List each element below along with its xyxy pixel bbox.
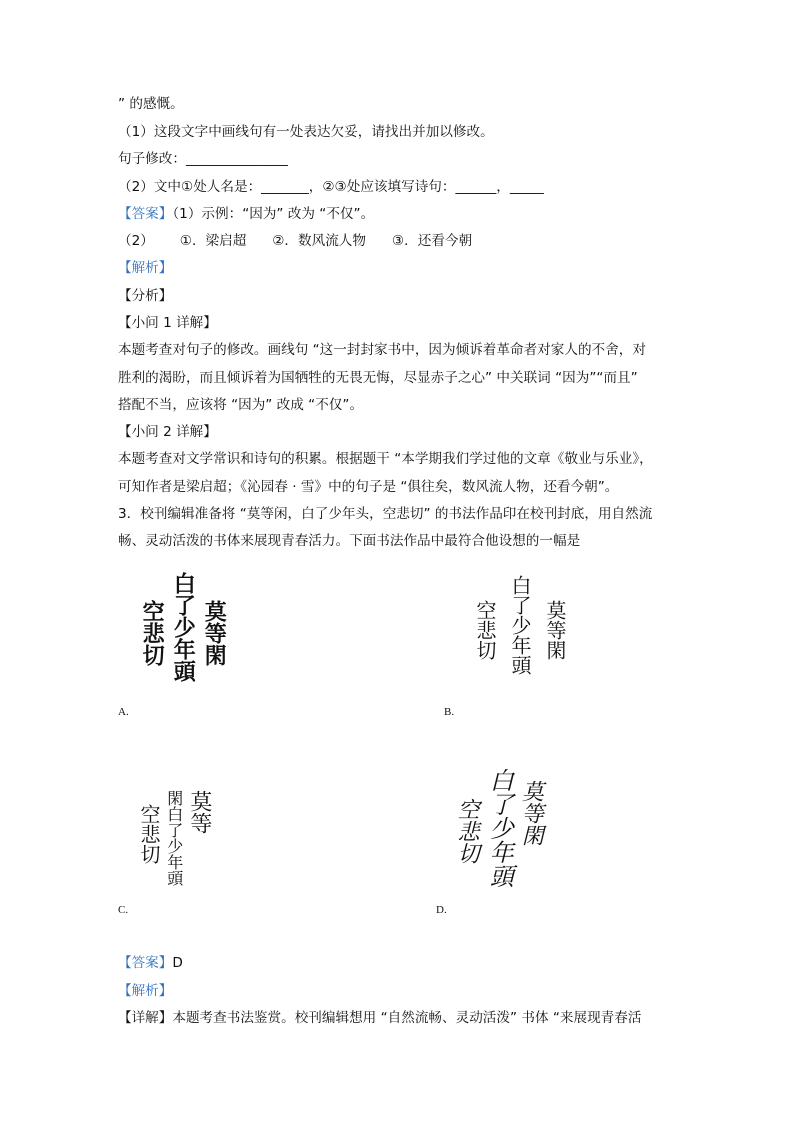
detail-line: 【详解】本题考查书法鉴赏。校刊编辑想用 “自然流畅、灵动活泼” 书体 “来展现青春活 bbox=[118, 1010, 642, 1026]
calligraphy-column: 空悲切 bbox=[454, 798, 480, 864]
calligraphy-option-a bbox=[139, 572, 228, 682]
answer-line-2: （2） ①．梁启超 ②．数风流人物 ③．还看今朝 bbox=[118, 233, 473, 249]
calligraphy-option-c bbox=[138, 790, 211, 886]
answer-text: （1）示例：“因为” 改为 “不仅”。 bbox=[172, 206, 375, 222]
text-line: ” 的感慨。 bbox=[118, 96, 184, 112]
text-line: 本题考查对文学常识和诗句的积累。根据题干 “本学期我们学过他的文章《敬业与乐业》， bbox=[118, 451, 653, 467]
calligraphy-column: 白了少年頭 bbox=[170, 572, 197, 682]
analysis-heading: 【分析】 bbox=[118, 288, 173, 304]
sentence-fix-line: 句子修改：_______________ bbox=[118, 151, 288, 167]
answer-line-3 bbox=[118, 954, 183, 972]
calligraphy-column: 空悲切 bbox=[139, 600, 166, 666]
analysis-tag: 【解析】 bbox=[118, 983, 173, 999]
text-line: 胜利的渴盼，而且倾诉着为国牺牲的无畏无悔，尽显赤子之心” 中关联词 “因为”“而且” bbox=[118, 370, 638, 386]
answer-value: D bbox=[172, 955, 183, 971]
calligraphy-column: 閑白了少年頭 bbox=[164, 790, 184, 886]
calligraphy-option-b bbox=[474, 575, 565, 675]
subquestion-2-heading: 【小问 2 详解】 bbox=[118, 424, 217, 440]
question-1: （1）这段文字中画线句有一处表达欠妥，请找出并加以修改。 bbox=[118, 124, 494, 140]
calligraphy-column: 空悲切 bbox=[137, 804, 161, 864]
subquestion-1-heading: 【小问 1 详解】 bbox=[118, 315, 217, 331]
question-2: （2）文中①处人名是：_______，②③处应该填写诗句：______，_____ bbox=[118, 179, 544, 195]
option-d-label: D. bbox=[436, 904, 447, 916]
calligraphy-column: 莫等閑 bbox=[543, 600, 567, 660]
text-line: 搭配不当，应该将 “因为” 改成 “不仅”。 bbox=[118, 397, 364, 413]
answer-tag: 【答案】 bbox=[118, 206, 173, 222]
calligraphy-column: 莫等閑 bbox=[201, 600, 228, 666]
option-b-label: B. bbox=[444, 706, 455, 718]
text-line: 可知作者是梁启超；《沁园春 · 雪》中的句子是 “俱往矣，数风流人物，还看今朝”。 bbox=[118, 479, 619, 495]
answer-tag: 【答案】 bbox=[118, 955, 173, 971]
calligraphy-option-d bbox=[455, 768, 542, 888]
calligraphy-column: 白了少年頭 bbox=[508, 575, 532, 675]
calligraphy-column: 白了少年頭 bbox=[485, 768, 514, 888]
question-3-cont: 畅、灵动活泼的书体来展现青春活力。下面书法作品中最符合他设想的一幅是 bbox=[118, 533, 581, 549]
calligraphy-column: 莫等 bbox=[186, 790, 212, 834]
answer-line bbox=[118, 205, 374, 223]
question-3: 3．校刊编辑准备将 “莫等闲，白了少年头，空悲切” 的书法作品印在校刊封底，用自然流 bbox=[118, 506, 653, 522]
analysis-tag: 【解析】 bbox=[118, 260, 173, 276]
option-c-label: C. bbox=[118, 904, 129, 916]
option-a-label: A. bbox=[118, 706, 129, 718]
calligraphy-column: 空悲切 bbox=[473, 600, 497, 660]
text-line: 本题考查对句子的修改。画线句 “这一封封家书中，因为倾诉着革命者对家人的不舍，对 bbox=[118, 342, 646, 358]
calligraphy-column: 莫等閑 bbox=[518, 780, 544, 846]
